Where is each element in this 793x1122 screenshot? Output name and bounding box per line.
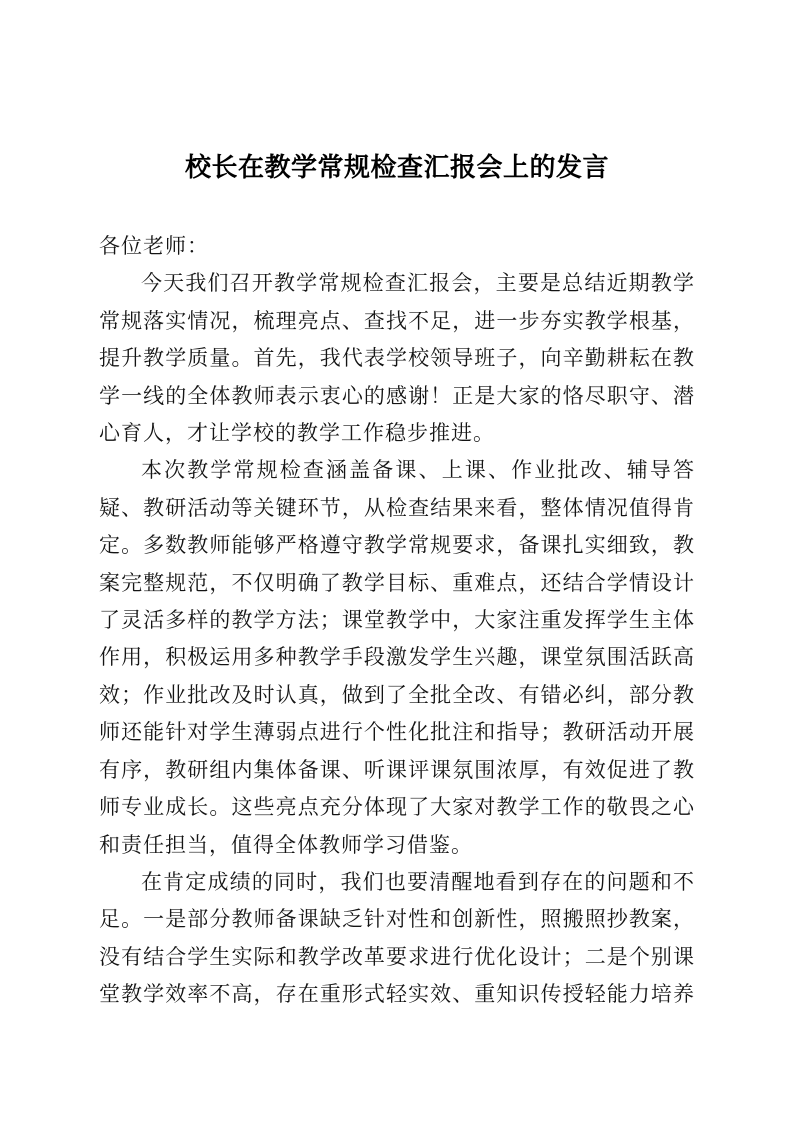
document-title: 校长在教学常规检查汇报会上的发言 <box>184 153 609 182</box>
salutation: 各位老师： <box>99 234 209 258</box>
paragraph-1: 今天我们召开教学常规检查汇报会，主要是总结近期教学常规落实情况，梳理亮点、查找不足，进一步夯实教学根基，提升教学质量。首先，我代表学校领导班子，向辛勤耕耘在教学一线的全体教师表示衷心的感谢！正是大家的恪尽职守、潜心育人，才让学校的教学工作稳步推进。 <box>99 271 695 446</box>
document-body <box>99 228 695 1014</box>
paragraph-3: 在肯定成绩的同时，我们也要清醒地看到存在的问题和不足。一是部分教师备课缺乏针对性和创新性，照搬照抄教案，没有结合学生实际和教学改革要求进行优化设计；二是个别课堂教学效率不高，存在重形式轻实效、重知识传授轻能力培养 <box>99 869 695 1007</box>
paragraph-2: 本次教学常规检查涵盖备课、上课、作业批改、辅导答疑、教研活动等关键环节，从检查结果来看，整体情况值得肯定。多数教师能够严格遵守教学常规要求，备课扎实细致，教案完整规范，不仅明确了教学目标、重难点，还结合学情设计了灵活多样的教学方法；课堂教学中，大家注重发挥学生主体作用，积极运用多种教学手段激发学生兴趣，课堂氛围活跃高效；作业批改及时认真，做到了全批全改、有错必纠，部分教师还能针对学生薄弱点进行个性化批注和指导；教研活动开展有序，教研组内集体备课、听课评课氛围浓厚，有效促进了教师专业成长。这些亮点充分体现了大家对教学工作的敬畏之心和责任担当，值得全体教师学习借鉴。 <box>99 458 695 857</box>
